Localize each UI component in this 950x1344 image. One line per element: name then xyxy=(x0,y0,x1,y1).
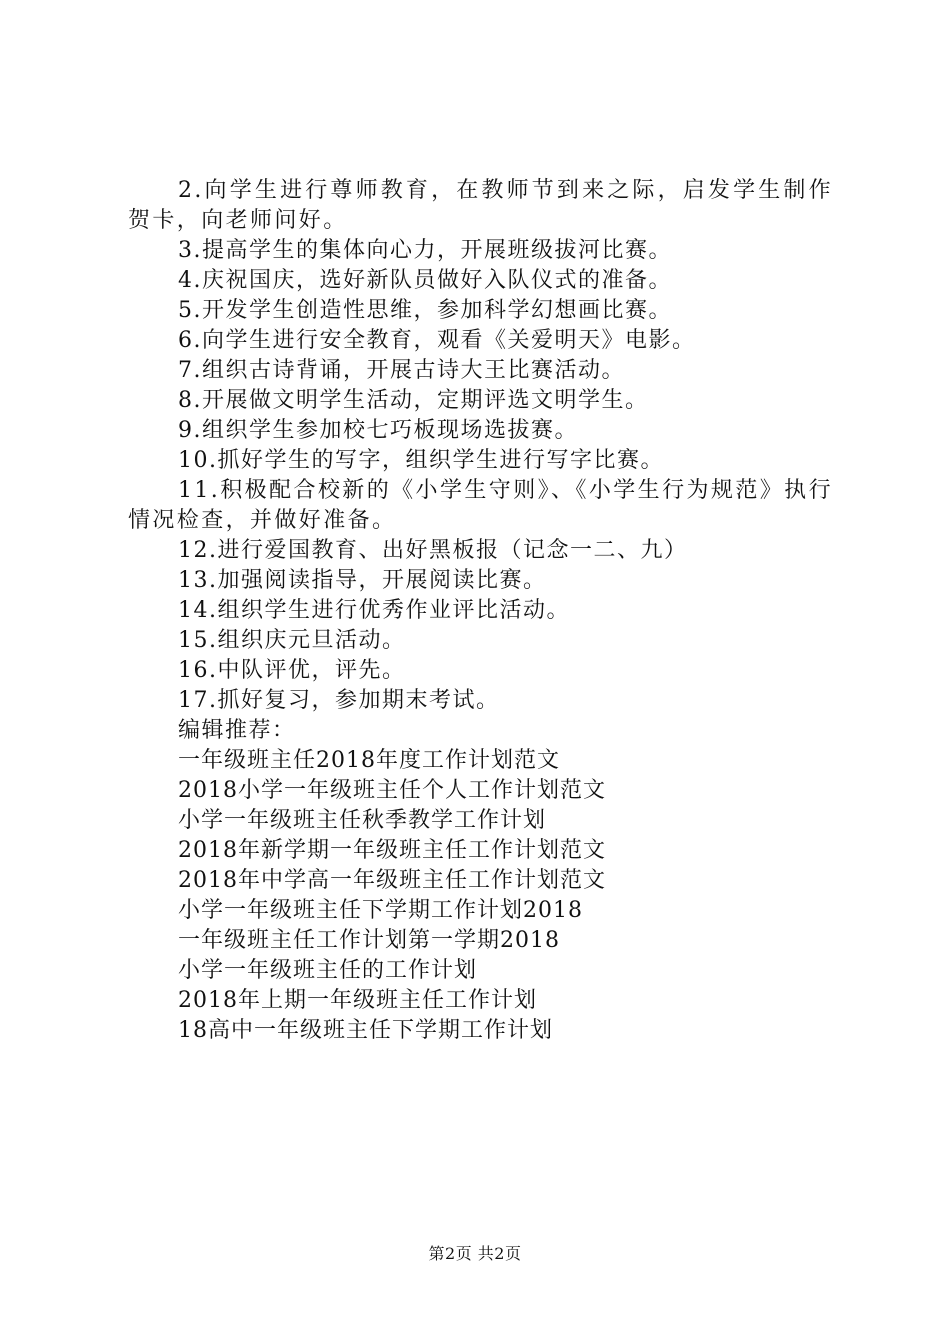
page-number-footer: 第2页 共2页 xyxy=(428,1244,522,1263)
recommend-link[interactable]: 18高中一年级班主任下学期工作计划 xyxy=(178,1018,553,1043)
paragraph-item-5: 5.开发学生创造性思维，参加科学幻想画比赛。 xyxy=(178,298,672,323)
recommend-link[interactable]: 一年级班主任2018年度工作计划范文 xyxy=(178,748,560,773)
paragraph-item-7: 7.组织古诗背诵，开展古诗大王比赛活动。 xyxy=(178,358,625,383)
recommend-heading: 编辑推荐： xyxy=(178,718,296,743)
paragraph-item-10: 10.抓好学生的写字，组织学生进行写字比赛。 xyxy=(178,448,664,473)
paragraph-item-15: 15.组织庆元旦活动。 xyxy=(178,628,406,653)
recommend-link[interactable]: 2018年新学期一年级班主任工作计划范文 xyxy=(178,838,606,863)
recommend-link[interactable]: 2018小学一年级班主任个人工作计划范文 xyxy=(178,778,606,803)
paragraph-item-13: 13.加强阅读指导，开展阅读比赛。 xyxy=(178,568,547,593)
paragraph-item-17: 17.抓好复习，参加期末考试。 xyxy=(178,688,500,713)
recommend-link[interactable]: 小学一年级班主任下学期工作计划2018 xyxy=(178,898,583,923)
paragraph-item-9: 9.组织学生参加校七巧板现场选拔赛。 xyxy=(178,418,578,443)
paragraph-item-14: 14.组织学生进行优秀作业评比活动。 xyxy=(178,598,570,623)
recommend-link[interactable]: 小学一年级班主任的工作计划 xyxy=(178,958,478,983)
document-body xyxy=(128,176,833,1046)
paragraph-item-4: 4.庆祝国庆，选好新队员做好入队仪式的准备。 xyxy=(178,268,672,293)
paragraph-item-12: 12.进行爱国教育、出好黑板报（记念一二、九） xyxy=(178,538,688,563)
recommend-link[interactable]: 2018年上期一年级班主任工作计划 xyxy=(178,988,537,1013)
paragraph-item-3: 3.提高学生的集体向心力，开展班级拔河比赛。 xyxy=(178,238,672,263)
paragraph-item-8: 8.开展做文明学生活动，定期评选文明学生。 xyxy=(178,388,649,413)
recommend-link[interactable]: 一年级班主任工作计划第一学期2018 xyxy=(178,928,560,953)
recommend-link[interactable]: 小学一年级班主任秋季教学工作计划 xyxy=(178,808,547,833)
paragraph-item-16: 16.中队评优，评先。 xyxy=(178,658,406,683)
paragraph-item-2: 2.向学生进行尊师教育，在教师节到来之际，启发学生制作贺卡，向老师问好。 xyxy=(128,178,833,233)
paragraph-item-6: 6.向学生进行安全教育，观看《关爱明天》电影。 xyxy=(178,328,696,353)
recommend-list xyxy=(128,746,833,1046)
recommend-link[interactable]: 2018年中学高一年级班主任工作计划范文 xyxy=(178,868,606,893)
paragraph-item-11: 11.积极配合校新的《小学生守则》、《小学生行为规范》执行情况检查，并做好准备。 xyxy=(128,478,833,533)
